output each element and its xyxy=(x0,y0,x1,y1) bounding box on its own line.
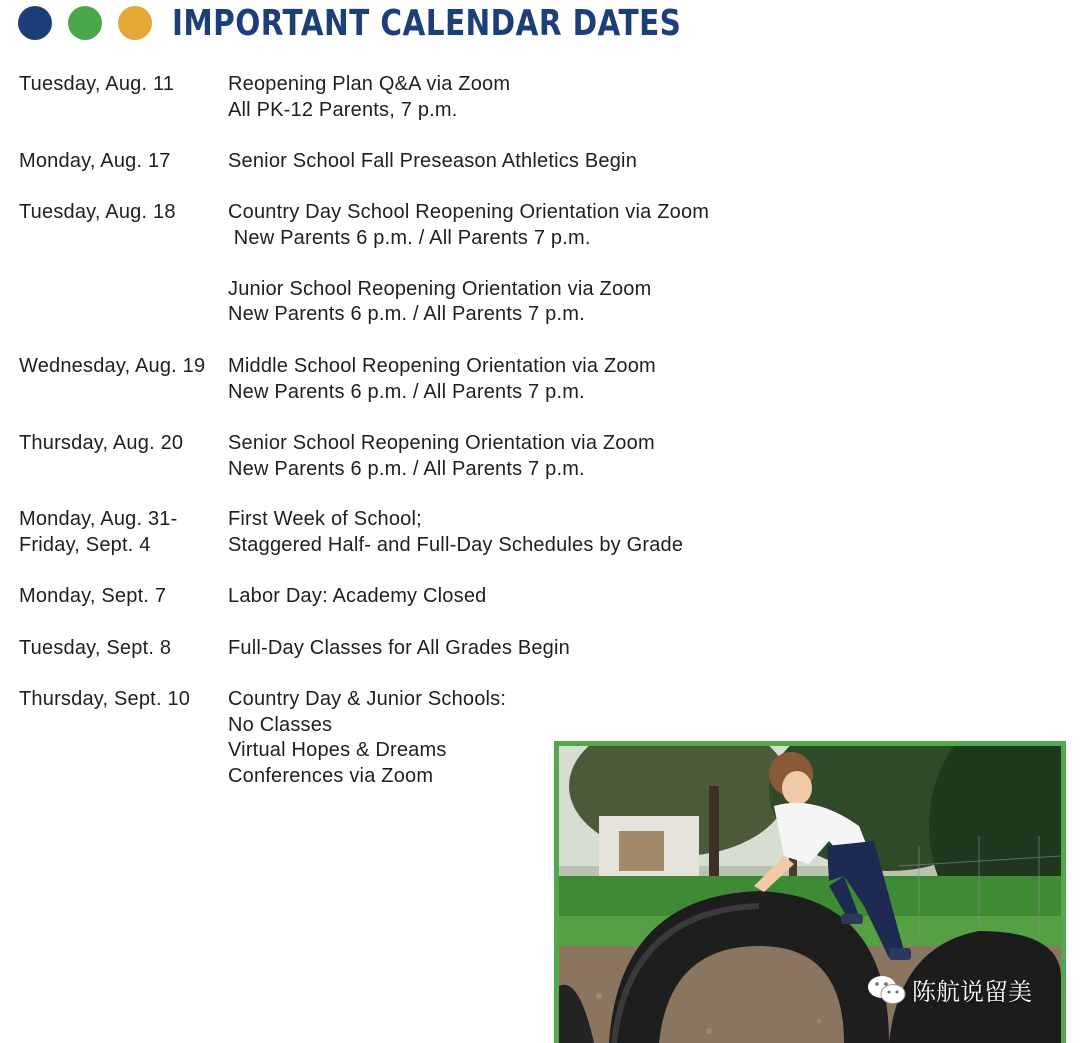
event-date: Tuesday, Sept. 8 xyxy=(19,637,172,659)
event-date: Monday, Aug. 31- Friday, Sept. 4 xyxy=(19,508,178,556)
event-details: Reopening Plan Q&A via Zoom All PK-12 Parents, 7 p.m. xyxy=(228,73,511,121)
event-date: Thursday, Aug. 20 xyxy=(19,432,184,454)
wechat-icon xyxy=(866,974,908,1006)
header xyxy=(18,0,793,46)
event-details: Country Day School Reopening Orientation via Zoom New Parents 6 p.m. / All Parents 7 p.m. Junior School Reopening Orientation via Zoom New Parents 6 p.m. / All Parents 7 p.m. xyxy=(228,201,710,325)
watermark xyxy=(866,972,1032,1007)
event-date: Tuesday, Aug. 11 xyxy=(19,73,175,95)
event-date: Wednesday, Aug. 19 xyxy=(19,355,206,377)
blue-dot-icon xyxy=(18,6,52,40)
event-details: Country Day & Junior Schools: No Classes Virtual Hopes & Dreams Conferences via Zoom xyxy=(228,688,507,787)
event-date: Monday, Aug. 17 xyxy=(19,150,171,172)
watermark-text: 陈航说留美 xyxy=(912,978,1032,1006)
event-details: Labor Day: Academy Closed xyxy=(228,585,487,607)
event-details: Senior School Fall Preseason Athletics Begin xyxy=(228,150,638,172)
event-date: Tuesday, Aug. 18 xyxy=(19,201,176,223)
page-title: IMPORTANT CALENDAR DATES xyxy=(172,2,682,44)
event-details: Middle School Reopening Orientation via Zoom New Parents 6 p.m. / All Parents 7 p.m. xyxy=(228,355,656,403)
event-details: Senior School Reopening Orientation via Zoom New Parents 6 p.m. / All Parents 7 p.m. xyxy=(228,432,655,480)
event-details: First Week of School; Staggered Half- and Full-Day Schedules by Grade xyxy=(228,508,684,556)
green-dot-icon xyxy=(68,6,102,40)
event-details: Full-Day Classes for All Grades Begin xyxy=(228,637,570,659)
event-date: Monday, Sept. 7 xyxy=(19,585,167,607)
event-date: Thursday, Sept. 10 xyxy=(19,688,191,710)
gold-dot-icon xyxy=(118,6,152,40)
